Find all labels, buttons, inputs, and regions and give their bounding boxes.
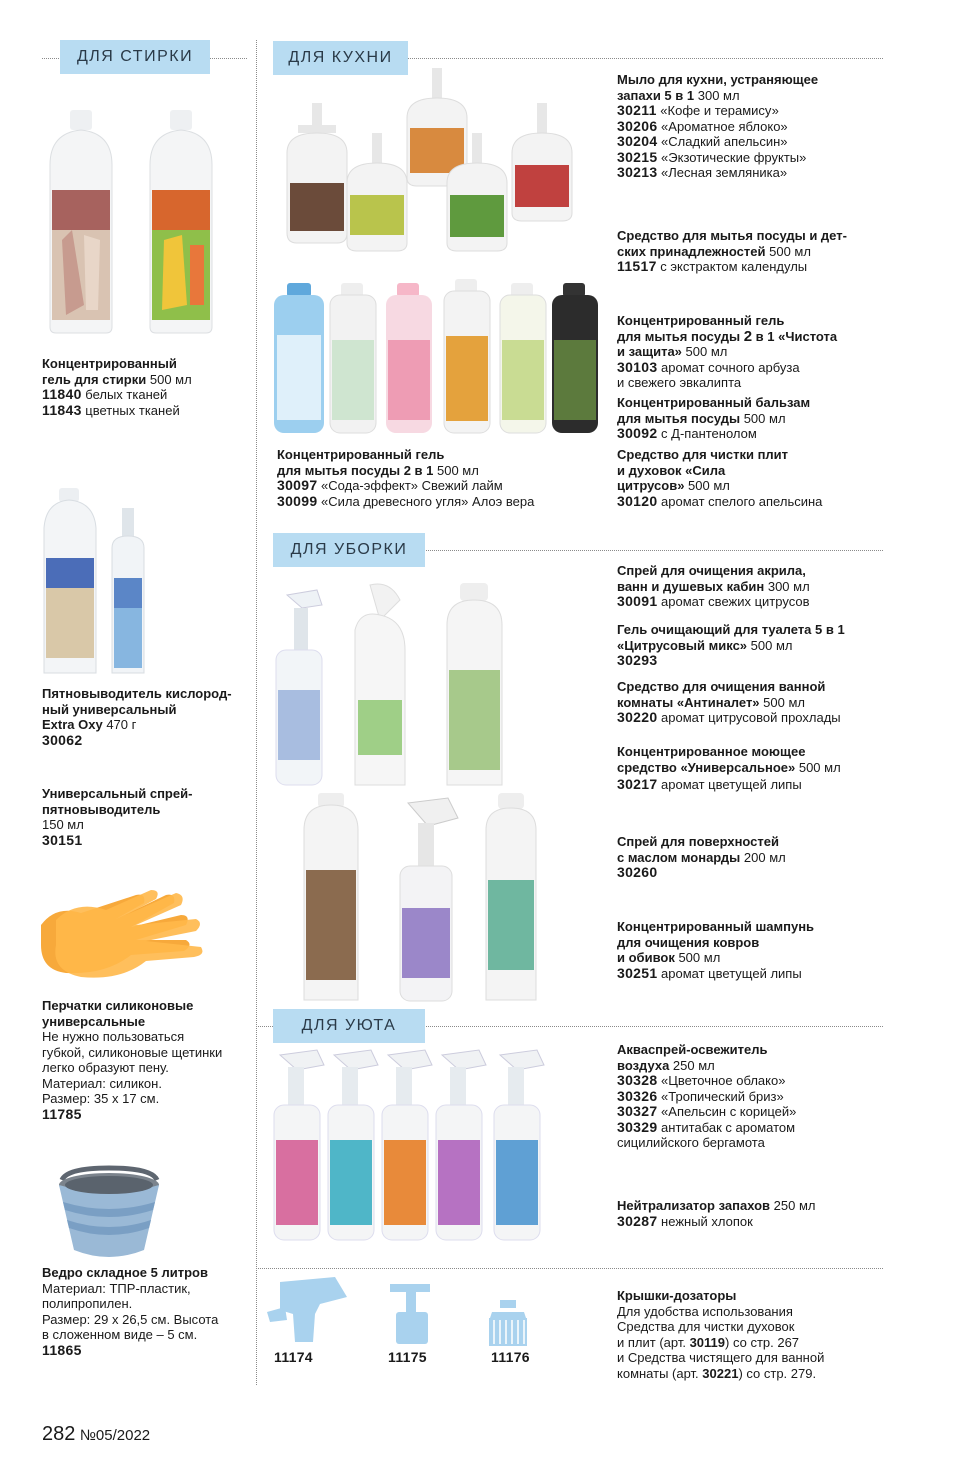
aqua-spray-text (617, 1042, 887, 1151)
aqua-spray-code-3: 30327 (617, 1103, 658, 1119)
oven-cleaner-name-1: Средство для чистки плит (617, 447, 789, 462)
gel-2in1-desc-1: аромат сочного арбуза (657, 359, 800, 375)
aqua-spray-desc-4: антитабак с ароматом (657, 1119, 796, 1135)
bucket-text (42, 1265, 254, 1358)
laundry-gel-desc-2: цветных тканей (81, 402, 180, 418)
dishwashing-bottles-image (272, 280, 602, 435)
spot-spray-name-2: пятновыводитель (42, 801, 161, 817)
acryl-spray-code: 30091 (617, 593, 658, 609)
bucket-desc-3: Размер: 29 х 26,5 см. Высота (42, 1311, 219, 1327)
dispenser-caps-name: Крышки-дозаторы (617, 1288, 737, 1303)
dish-gel-desc-2: «Сила древесного угля» Алоэ вера (317, 493, 535, 509)
dish-gel-name-2: для мытья посуды 2 в 1 (277, 462, 434, 478)
kitchen-soap-code-4: 30215 (617, 148, 658, 165)
spot-spray-text (42, 786, 252, 848)
surface-spray-code: 30260 (617, 864, 658, 880)
surface-spray-name-1: Спрей для поверхностей (617, 834, 780, 849)
aqua-spray-name-1: Акваспрей-освежитель (617, 1042, 768, 1057)
oxy-name-2: ный универсальный (42, 701, 177, 717)
dispenser-caps-ref-1: 30119 (689, 1334, 726, 1350)
oxy-volume: 470 г (102, 717, 137, 732)
gel-2in1-desc-2: и свежего эвкалипта (617, 375, 742, 390)
dispenser-caps-desc-3a: и плит (арт. (617, 1334, 690, 1350)
carpet-shampoo-name-3: и обивок (617, 950, 675, 965)
kitchen-soap-desc-4: «Экзотические фрукты» (657, 149, 807, 165)
baby-dish-name-1: Средство для мытья посуды и дет- (617, 228, 847, 243)
universal-cleaner-text (617, 744, 887, 793)
section-tag-laundry: ДЛЯ СТИРКИ (60, 40, 210, 74)
universal-cleaner-name-2: средство «Универсальное» (617, 759, 796, 775)
spot-spray-code: 30151 (42, 831, 83, 848)
oven-cleaner-name-3: цитрусов» (617, 478, 685, 493)
baby-dish-code: 11517 (617, 258, 657, 274)
carpet-shampoo-code: 30251 (617, 964, 658, 981)
kitchen-soap-name-2: запахи 5 в 1 (617, 87, 695, 103)
aqua-spray-volume: 250 мл (669, 1057, 715, 1073)
spot-spray-name-1: Универсальный спрей- (42, 786, 193, 801)
aqua-spray-desc-2: «Тропический бриз» (657, 1088, 784, 1104)
kitchen-soap-code-2: 30206 (617, 117, 658, 134)
baby-dish-name-2: ских принадлежностей (617, 243, 766, 259)
laundry-gel-desc-1: белых тканей (81, 387, 168, 402)
laundry-gel-text (42, 356, 252, 418)
gloves-text (42, 998, 254, 1122)
caps-header-rule (258, 1268, 883, 1269)
kitchen-soap-volume: 300 мл (694, 87, 740, 103)
universal-cleaner-volume: 500 мл (795, 759, 841, 775)
acryl-spray-name-2: ванн и душевых кабин (617, 578, 765, 594)
kitchen-soap-desc-2: «Ароматное яблоко» (657, 118, 788, 134)
baby-dish-text (617, 228, 887, 275)
section-tag-comfort: ДЛЯ УЮТА (273, 1009, 425, 1043)
acryl-spray-desc: аромат свежих цитрусов (657, 594, 810, 609)
universal-cleaner-desc: аромат цветущей липы (657, 777, 802, 792)
column-divider (256, 40, 257, 1385)
toilet-gel-name-2: «Цитрусовый микс» (617, 637, 748, 653)
dispenser-caps-desc-3b: ) со стр. 267 (725, 1334, 800, 1350)
surface-spray-text (617, 834, 887, 881)
laundry-gel-code-1: 11840 (42, 386, 82, 402)
dish-gel-code-2: 30099 (277, 492, 318, 509)
dispenser-caps-ref-2: 30221 (702, 1365, 739, 1381)
dish-gel-name-1: Концентрированный гель (277, 447, 445, 462)
bath-cleaner-desc: аромат цитрусовой прохлады (657, 710, 841, 725)
page-footer (42, 1423, 150, 1446)
toilet-gel-code: 30293 (617, 652, 658, 668)
laundry-gel-name-2: гель для стирки (42, 371, 147, 387)
odor-neutralizer-volume: 250 мл (770, 1198, 816, 1213)
carpet-shampoo-name-1: Концентрированный шампунь (617, 919, 815, 934)
dish-gel-code-1: 30097 (277, 477, 318, 493)
bucket-desc-2: полипропилен. (42, 1296, 133, 1311)
aqua-spray-name-2: воздуха (617, 1057, 670, 1073)
folding-bucket-image (52, 1160, 167, 1265)
gloves-desc-5: Размер: 35 х 17 см. (42, 1091, 160, 1106)
aqua-spray-desc-3: «Апельсин с корицей» (657, 1104, 797, 1119)
dish-gel-desc-1: «Сода-эффект» Свежий лайм (317, 478, 503, 493)
kitchen-soap-code-3: 30204 (617, 133, 658, 149)
kitchen-soap-text (617, 72, 887, 181)
oxy-name-1: Пятновыводитель кислород- (42, 686, 232, 701)
gloves-code: 11785 (42, 1105, 82, 1122)
gel-2in1-code: 30103 (617, 358, 658, 375)
kitchen-soap-bottles-image (282, 68, 582, 250)
dispenser-caps-desc-5a: комнаты (арт. (617, 1365, 703, 1381)
dish-balm-volume: 500 мл (740, 410, 786, 426)
gel-2in1-number: 2 (743, 327, 753, 345)
bath-cleaner-volume: 500 мл (759, 694, 805, 710)
cleaning-bottom-products-image (300, 790, 560, 1005)
odor-neutralizer-text (617, 1198, 887, 1229)
kitchen-soap-code-5: 30213 (617, 164, 658, 180)
bath-cleaner-text (617, 679, 887, 726)
kitchen-soap-desc-5: «Лесная земляника» (657, 165, 788, 180)
dish-gel-text (277, 447, 597, 509)
air-freshener-sprays-image (272, 1045, 562, 1245)
dispenser-caps-text (617, 1288, 887, 1381)
cleaning-top-products-image (272, 580, 532, 790)
gloves-desc-4: Материал: силикон. (42, 1075, 162, 1091)
kitchen-soap-desc-1: «Кофе и терамису» (656, 103, 779, 118)
toilet-gel-text (617, 622, 887, 669)
kitchen-soap-name-1: Мыло для кухни, устраняющее (617, 72, 819, 87)
kitchen-soap-desc-3: «Сладкий апельсин» (657, 134, 788, 149)
dish-balm-code: 30092 (617, 425, 658, 441)
issue-number: №05/2022 (79, 1427, 151, 1444)
gloves-name-1: Перчатки силиконовые (42, 998, 194, 1013)
gloves-name-2: универсальные (42, 1013, 146, 1029)
cap-code-2: 11175 (388, 1349, 427, 1365)
universal-cleaner-code: 30217 (617, 776, 658, 792)
toilet-gel-name-1: Гель очищающий для туалета 5 в 1 (617, 622, 845, 637)
bucket-desc-4: в сложенном виде – 5 см. (42, 1327, 198, 1342)
gloves-desc-2: губкой, силиконовые щетинки (42, 1044, 223, 1060)
baby-dish-desc: с экстрактом календулы (656, 259, 808, 274)
odor-neutralizer-name: Нейтрализатор запахов (617, 1198, 771, 1213)
carpet-shampoo-volume: 500 мл (674, 950, 721, 965)
gel-2in1-name-2: для мытья посуды (617, 328, 744, 344)
kitchen-soap-code-1: 30211 (617, 102, 657, 118)
gel-2in1-text (617, 313, 887, 391)
carpet-shampoo-name-2: для очищения ковров (617, 934, 760, 950)
dish-balm-desc: с Д-пантенолом (657, 426, 757, 441)
dish-balm-name-2: для мытья посуды (617, 410, 741, 426)
carpet-shampoo-desc: аромат цветущей липы (657, 965, 802, 981)
dispenser-caps-desc-1: Для удобства использования (617, 1303, 793, 1319)
dispenser-caps-desc-2: Средства для чистки духовок (617, 1319, 795, 1334)
laundry-gel-name-1: Концентрированный (42, 356, 177, 371)
cap-code-1: 11174 (274, 1349, 313, 1365)
gloves-desc-1: Не нужно пользоваться (42, 1029, 185, 1044)
gloves-desc-3: легко образуют пену. (42, 1060, 169, 1075)
spray-trigger-cap-icon (265, 1272, 355, 1347)
gel-2in1-volume: 500 мл (681, 344, 728, 359)
aqua-spray-code-2: 30326 (617, 1087, 658, 1104)
universal-cleaner-name-1: Концентрированное моющее (617, 744, 806, 759)
aqua-spray-desc-5: сицилийского бергамота (617, 1135, 765, 1150)
pump-dispenser-cap-icon (388, 1282, 438, 1347)
acryl-spray-name-1: Спрей для очищения акрила, (617, 563, 806, 578)
aqua-spray-code-4: 30329 (617, 1118, 658, 1135)
laundry-gel-code-2: 11843 (42, 401, 82, 418)
surface-spray-volume: 200 мл (740, 849, 786, 865)
oven-cleaner-name-2: и духовок «Сила (617, 462, 726, 478)
oven-cleaner-volume: 500 мл (684, 478, 730, 493)
laundry-gel-bottles-image (42, 105, 202, 335)
cap-code-3: 11176 (491, 1349, 530, 1365)
dish-balm-text (617, 395, 887, 442)
silicone-gloves-image (36, 885, 216, 985)
bath-cleaner-name-2: комнаты «Антиналет» (617, 694, 760, 710)
bucket-desc-1: Материал: ТПР-пластик, (42, 1280, 191, 1296)
dispenser-caps-desc-4: и Средства чистящего для ванной (617, 1350, 825, 1365)
oven-cleaner-code: 30120 (617, 492, 658, 509)
section-tag-kitchen: ДЛЯ КУХНИ (273, 41, 408, 75)
gel-2in1-name-3: и защита» (617, 344, 682, 359)
oxy-text (42, 686, 252, 748)
bath-cleaner-code: 30220 (617, 709, 658, 725)
oxy-name-3: Extra Oxy (42, 717, 103, 732)
gel-2in1-name-2b: в 1 «Чистота (752, 328, 838, 344)
oven-cleaner-desc: аромат спелого апельсина (657, 493, 823, 509)
page-number: 282 (42, 1423, 76, 1445)
flip-top-cap-icon (486, 1298, 531, 1348)
spot-spray-volume: 150 мл (42, 817, 84, 832)
surface-spray-name-2: с маслом монарды (617, 849, 741, 865)
baby-dish-volume: 500 мл (765, 243, 811, 259)
aqua-spray-code-1: 30328 (617, 1072, 658, 1088)
bucket-code: 11865 (42, 1341, 82, 1358)
oxy-and-spray-image (42, 488, 162, 678)
dispenser-caps-desc-5b: ) со стр. 279. (738, 1365, 817, 1381)
laundry-gel-volume: 500 мл (146, 371, 192, 387)
acryl-spray-text (617, 563, 887, 610)
section-tag-cleaning: ДЛЯ УБОРКИ (273, 533, 425, 567)
odor-neutralizer-desc: нежный хлопок (657, 1213, 753, 1229)
dish-gel-volume: 500 мл (433, 462, 479, 478)
odor-neutralizer-code: 30287 (617, 1212, 658, 1229)
carpet-shampoo-text (617, 919, 887, 981)
oxy-code: 30062 (42, 731, 83, 748)
aqua-spray-desc-1: «Цветочное облако» (657, 1073, 786, 1088)
oven-cleaner-text (617, 447, 887, 509)
dish-balm-name-1: Концентрированный бальзам (617, 395, 811, 410)
toilet-gel-volume: 500 мл (747, 637, 793, 653)
acryl-spray-volume: 300 мл (764, 578, 810, 594)
gel-2in1-name-1: Концентрированный гель (617, 313, 785, 328)
bath-cleaner-name-1: Средство для очищения ванной (617, 679, 826, 694)
bucket-name: Ведро складное 5 литров (42, 1265, 208, 1280)
